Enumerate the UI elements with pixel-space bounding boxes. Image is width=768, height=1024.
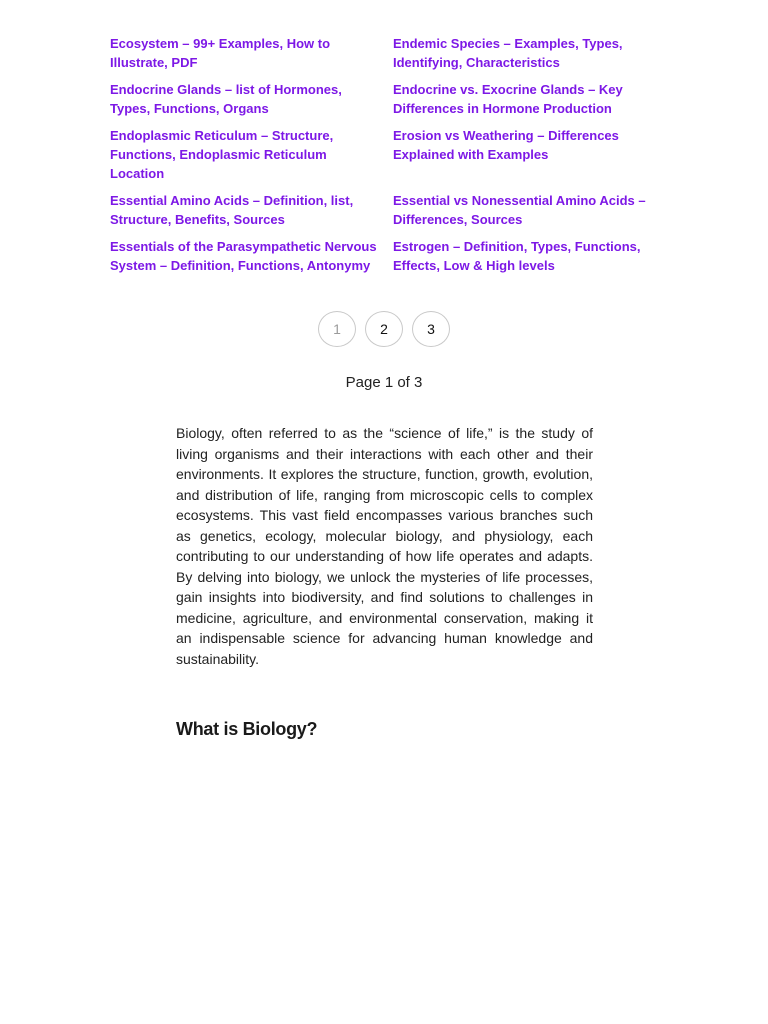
- related-link[interactable]: Erosion vs Weathering – Differences Explained with Examples: [393, 128, 619, 162]
- related-link[interactable]: Estrogen – Definition, Types, Functions, Effects, Low & High levels: [393, 239, 641, 273]
- related-link[interactable]: Essential vs Nonessential Amino Acids – Differences, Sources: [393, 193, 646, 227]
- page-button-1[interactable]: 1: [318, 311, 356, 347]
- related-link[interactable]: Endoplasmic Reticulum – Structure, Functions, Endoplasmic Reticulum Location: [110, 128, 334, 181]
- page-indicator: Page 1 of 3: [345, 374, 423, 391]
- related-link[interactable]: Endocrine Glands – list of Hormones, Types, Functions, Organs: [110, 82, 342, 116]
- related-link[interactable]: Essential Amino Acids – Definition, list, Structure, Benefits, Sources: [110, 193, 354, 227]
- related-links-grid: [110, 34, 670, 275]
- page-button-2[interactable]: 2: [365, 311, 403, 347]
- pagination: [0, 311, 768, 347]
- page-button-3[interactable]: 3: [412, 311, 450, 347]
- intro-paragraph: Biology, often referred to as the “science of life,” is the study of living organisms and their interactions with each other and their environments. It explores the structure, function, growth, evolution, and distribution of life, ranging from microscopic cells to complex ecosystems. This vast field encompasses various branches such as genetics, ecology, molecular biology, and physiology, each contributing to our understanding of how life operates and adapts. By delving into biology, we unlock the mysteries of life processes, gain insights into biodiversity, and find solutions to challenges in medicine, agriculture, and environmental conservation, making it an indispensable science for advancing human knowledge and sustainability.: [176, 425, 593, 667]
- related-link[interactable]: Endemic Species – Examples, Types, Identifying, Characteristics: [393, 36, 623, 70]
- related-link[interactable]: Endocrine vs. Exocrine Glands – Key Differences in Hormone Production: [393, 82, 623, 116]
- related-link[interactable]: Ecosystem – 99+ Examples, How to Illustrate, PDF: [110, 36, 331, 70]
- related-link[interactable]: Essentials of the Parasympathetic Nervous System – Definition, Functions, Antonymy: [110, 239, 377, 273]
- section-heading: What is Biology?: [176, 719, 318, 739]
